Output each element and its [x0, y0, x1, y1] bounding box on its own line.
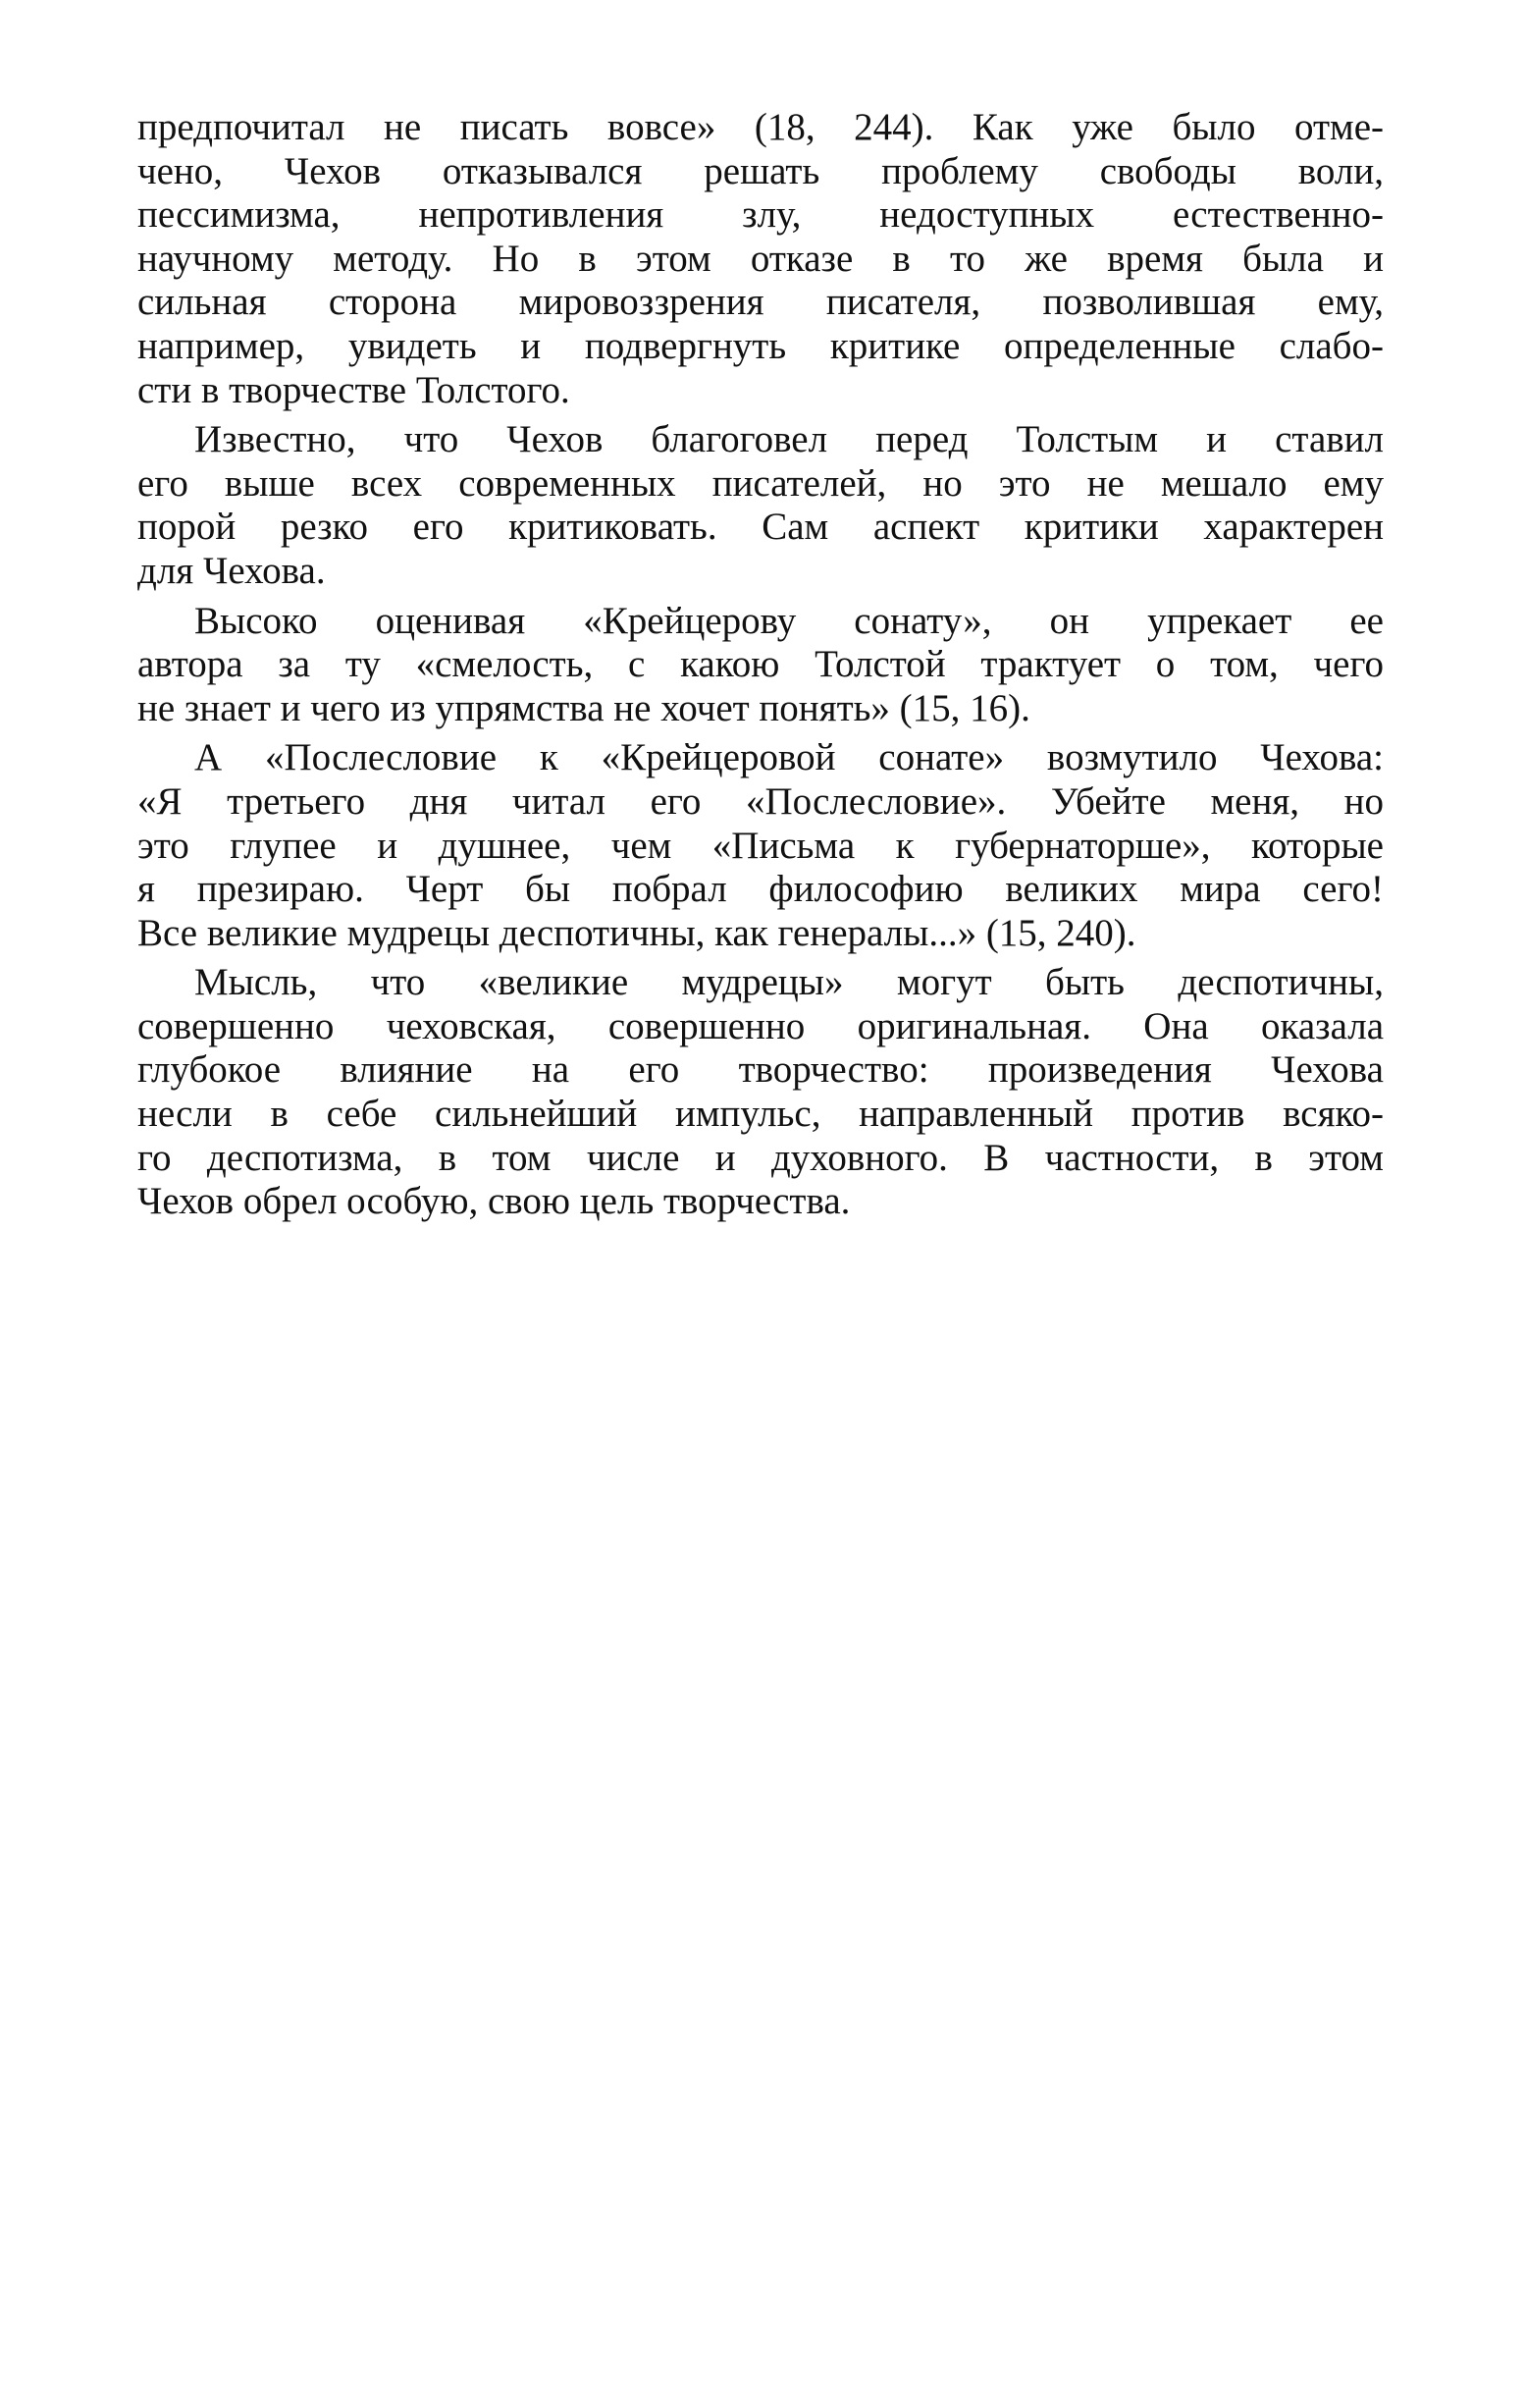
paragraph [137, 418, 1384, 593]
text-line: я презираю. Черт бы побрал философию великих мира сего! [137, 868, 1384, 911]
text-line: Высоко оценивая «Крейцерову сонату», он упрекает ее [194, 599, 1384, 642]
text-line: сти в творчестве Толстого. [137, 368, 570, 411]
text-line: это глупее и душнее, чем «Письма к губернаторше», которые [137, 824, 1384, 867]
paragraph [137, 600, 1384, 731]
text-line: предпочитал не писать вовсе» (18, 244). Как уже было отме- [137, 106, 1384, 148]
text-line: пессимизма, непротивления злу, недоступных естественно- [137, 193, 1384, 237]
text-line: автора за ту «смелость, с какою Толстой трактует о том, чего [137, 643, 1384, 686]
text-line: научному методу. Но в этом отказе в то же время была и [137, 237, 1384, 280]
paragraph [137, 106, 1384, 412]
text-line: не знает и чего из упрямства не хочет понять» (15, 16). [137, 686, 1030, 729]
text-line: «Я третьего дня читал его «Послесловие». Убейте меня, но [137, 779, 1384, 823]
text-line: го деспотизма, в том числе и духовного. В частности, в этом [137, 1136, 1384, 1179]
text-line: порой резко его критиковать. Сам аспект критики характерен [137, 506, 1384, 549]
text-line: А «Послесловие к «Крейцеровой сонате» возмутило Чехова: [194, 736, 1384, 779]
text-line: его выше всех современных писателей, но это не мешало ему [137, 461, 1384, 505]
paragraph [137, 961, 1384, 1224]
text-line: Чехов обрел особую, свою цель творчества. [137, 1180, 851, 1223]
text-line: сильная сторона мировоззрения писателя, позволившая ему, [137, 281, 1384, 324]
text-line: глубокое влияние на его творчество: произведения Чехова [137, 1048, 1384, 1092]
text-line: Известно, что Чехов благоговел перед Толстым и ставил [194, 418, 1384, 461]
text-line: например, увидеть и подвергнуть критике определенные слабо- [137, 324, 1384, 367]
page-text [137, 106, 1384, 1230]
paragraph [137, 736, 1384, 955]
text-line: Мысль, что «великие мудрецы» могут быть деспотичны, [194, 961, 1384, 1004]
text-line: чено, Чехов отказывался решать проблему свободы воли, [137, 149, 1384, 192]
text-line: Все великие мудрецы деспотичны, как генералы...» (15, 240). [137, 911, 1136, 954]
text-line: несли в себе сильнейший импульс, направленный против всяко- [137, 1093, 1384, 1136]
text-line: совершенно чеховская, совершенно оригинальная. Она оказала [137, 1004, 1384, 1047]
text-line: для Чехова. [137, 549, 326, 592]
